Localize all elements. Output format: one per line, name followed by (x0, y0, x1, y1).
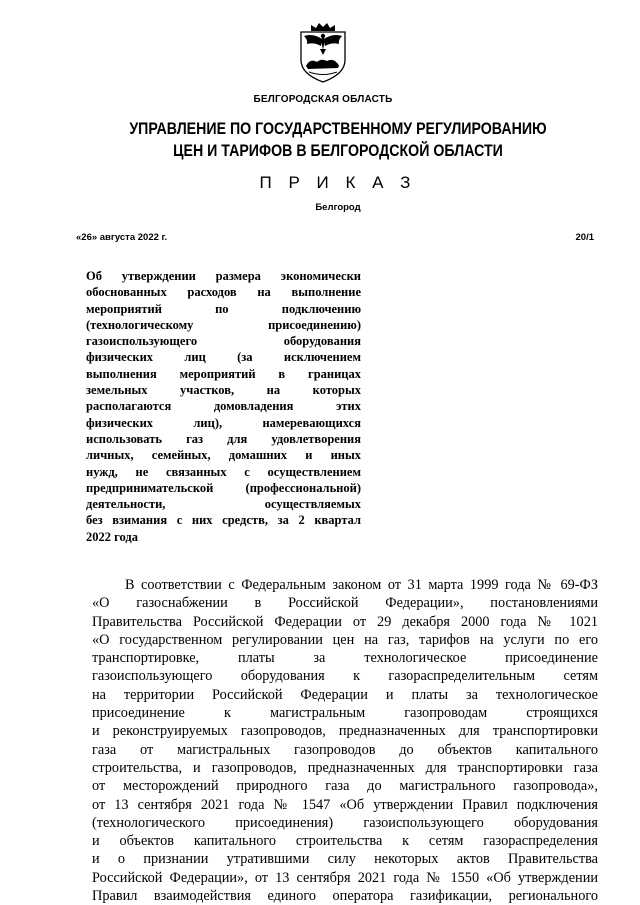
body-line: от месторождений природного газа до магистрального газопровода», (92, 778, 598, 795)
title-line: земельных участков, на которых (86, 383, 361, 398)
title-line: личных, семейных, домашних и иных (86, 448, 361, 463)
body-line: транспортировке, платы за технологическое присоединение (92, 650, 598, 667)
body-line: «О газоснабжении в Российской Федерации», постановлениями (92, 595, 598, 612)
body-line: Правительства Российской Федерации от 29 декабря 2000 года № 1021 (92, 613, 598, 630)
body-line: газоиспользующего оборудования к газораспределительным сетям (92, 668, 598, 685)
title-line: без взимания с них средств, за 2 квартал (86, 513, 361, 528)
title-line: предпринимательской (профессиональной) (86, 480, 361, 495)
body-line: (технологического присоединения) газоиспользующего оборудования (92, 814, 598, 831)
body-line: «О государственном регулировании цен на газ, тарифов на услуги по его (92, 631, 598, 648)
order-title (86, 268, 361, 545)
body-line: и о признании утратившими силу некоторых актов Правительства (92, 851, 598, 868)
body-line: на территории Российской Федерации и платы за технологическое (92, 686, 598, 703)
order-date: «26» августа 2022 г. (76, 232, 168, 243)
city-name: Белгород (315, 202, 361, 213)
agency-name-line-2: ЦЕН И ТАРИФОВ В БЕЛГОРОДСКОЙ ОБЛАСТИ (173, 142, 503, 160)
title-line: газоиспользующего оборудования (86, 334, 361, 349)
title-line: физических лиц), намеревающихся (86, 415, 361, 430)
body-line: Российской Федерации», от 13 сентября 2021 года № 1550 «Об утверждении (92, 869, 598, 886)
title-line: обоснованных расходов на выполнение (86, 285, 361, 300)
title-line: 2022 года (86, 529, 138, 544)
coat-of-arms-icon (297, 22, 349, 84)
body-line: и реконструируемых газопроводов, предназначенных для транспортировки (92, 723, 598, 740)
title-line: располагаются домовладения этих (86, 399, 361, 414)
title-line: выполнения мероприятий в границах (86, 366, 361, 381)
title-line: деятельности, осуществляемых (86, 497, 361, 512)
body-line: В соответствии с Федеральным законом от 31 марта 1999 года № 69-ФЗ (125, 577, 598, 593)
body-line: газа от магистральных газопроводов до объектов капитального (92, 741, 598, 758)
title-line: (технологическому присоединению) (86, 317, 361, 332)
document-type: П Р И К А З (259, 173, 417, 192)
body-line: и объектов капитального строительства к сетям газораспределения (92, 833, 598, 850)
body-line: присоединение к магистральным газопроводам строящихся (92, 705, 598, 722)
title-line: нужд, не связанных с осуществлением (86, 464, 361, 479)
body-line: от 13 сентября 2021 года № 1547 «Об утверждении Правил подключения (92, 796, 598, 813)
title-line: физических лиц (за исключением (86, 350, 361, 365)
agency-name-line-1: УПРАВЛЕНИЕ ПО ГОСУДАРСТВЕННОМУ РЕГУЛИРОВАНИЮ (129, 120, 547, 138)
body-line: строительства, и газопроводов, предназначенных для транспортировки газа (92, 759, 598, 776)
body-line: Правил взаимодействия единого оператора газификации, регионального (92, 888, 598, 905)
title-line: мероприятий по подключению (86, 301, 361, 316)
title-line: использовать газ для удовлетворения (86, 431, 361, 446)
order-body-paragraph (92, 576, 598, 905)
region-name: БЕЛГОРОДСКАЯ ОБЛАСТЬ (253, 94, 393, 105)
order-number: 20/1 (575, 232, 594, 243)
title-line: Об утверждении размера экономически (86, 269, 361, 283)
